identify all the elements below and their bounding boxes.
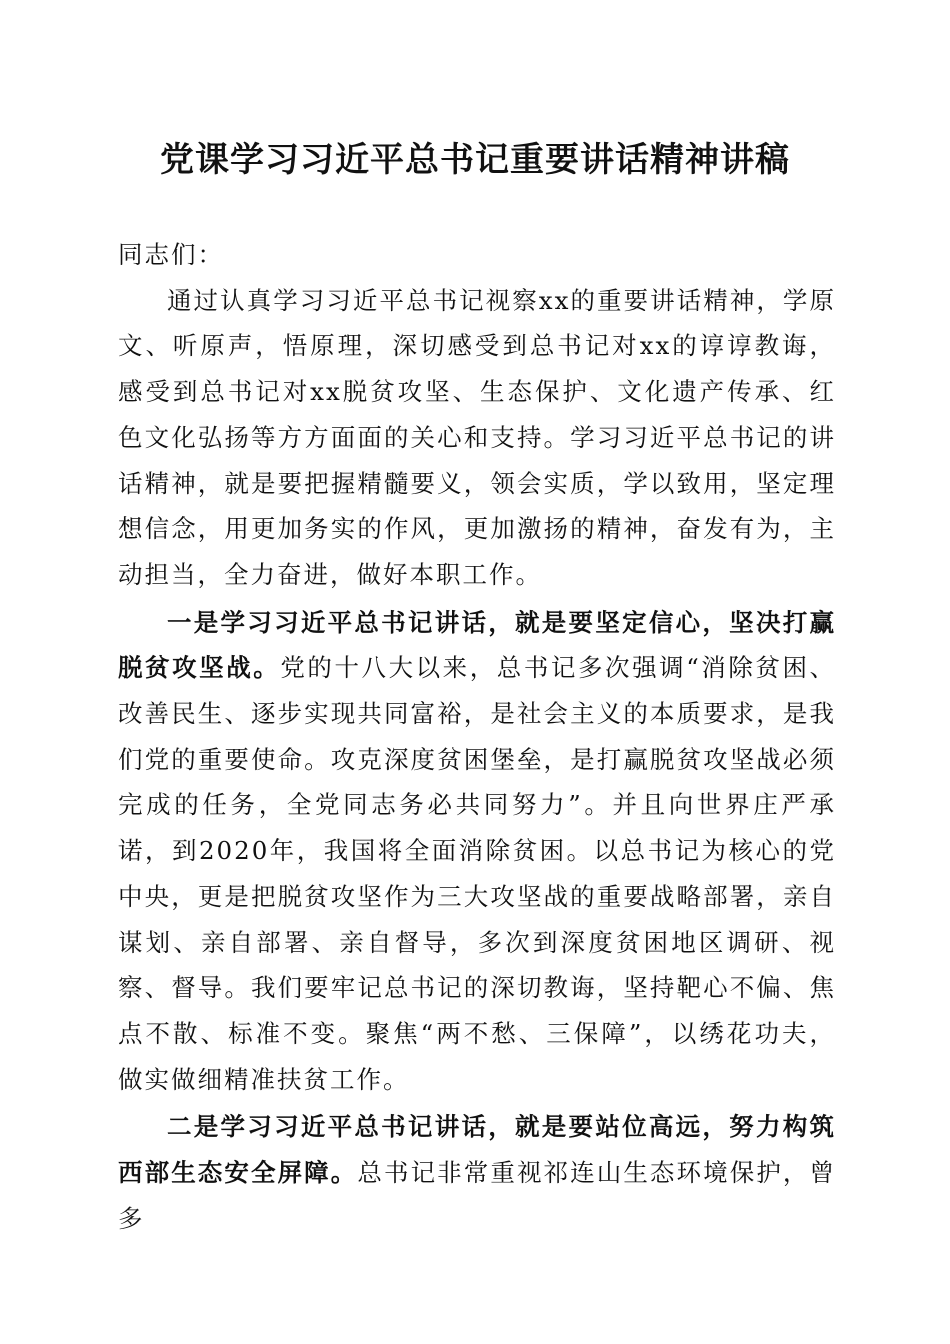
paragraph-lead: 二是学习习近平总书记讲话，就是要站位高远，努力构筑西部生态安全屏障。 xyxy=(118,1112,836,1188)
paragraph-text: 通过认真学习习近平总书记视察xx的重要讲话精神，学原文、听原声，悟原理，深切感受到总书记对xx的谆谆教诲，感受到总书记对xx脱贫攻坚、生态保护、文化遗产传承、红色文化弘扬等方方面面的关心和支持。学习习近平总书记的讲话精神，就是要把握精髓要义，领会实质，学以致用，坚定理想信念，用更加务实的作风，更加激扬的精神，奋发有为，主动担当，全力奋进，做好本职工作。 xyxy=(118,285,836,589)
paragraph-point-one xyxy=(118,600,836,1103)
paragraph-point-two xyxy=(118,1104,836,1241)
document-title: 党课学习习近平总书记重要讲话精神讲稿 xyxy=(160,140,790,180)
salutation: 同志们： xyxy=(118,240,224,269)
document-body xyxy=(118,232,836,1241)
paragraph-text: 党的十八大以来，总书记多次强调“消除贫困、改善民生、逐步实现共同富裕，是社会主义的本质要求，是我们党的重要使命。攻克深度贫困堡垒，是打赢脱贫攻坚战必须完成的任务，全党同志务必共同努力”。并且向世界庄严承诺，到2020年，我国将全面消除贫困。以总书记为核心的党中央，更是把脱贫攻坚作为三大攻坚战的重要战略部署，亲自谋划、亲自部署、亲自督导，多次到深度贫困地区调研、视察、督导。我们要牢记总书记的深切教诲，坚持靶心不偏、焦点不散、标准不变。聚焦“两不愁、三保障”，以绣花功夫，做实做细精准扶贫工作。 xyxy=(118,653,836,1094)
paragraph-lead: 一是学习习近平总书记讲话，就是要坚定信心，坚决打赢脱贫攻坚战。 xyxy=(118,607,836,683)
paragraph-intro xyxy=(118,278,836,598)
paragraph-text: 总书记非常重视祁连山生态环境保护，曾多 xyxy=(118,1158,837,1233)
